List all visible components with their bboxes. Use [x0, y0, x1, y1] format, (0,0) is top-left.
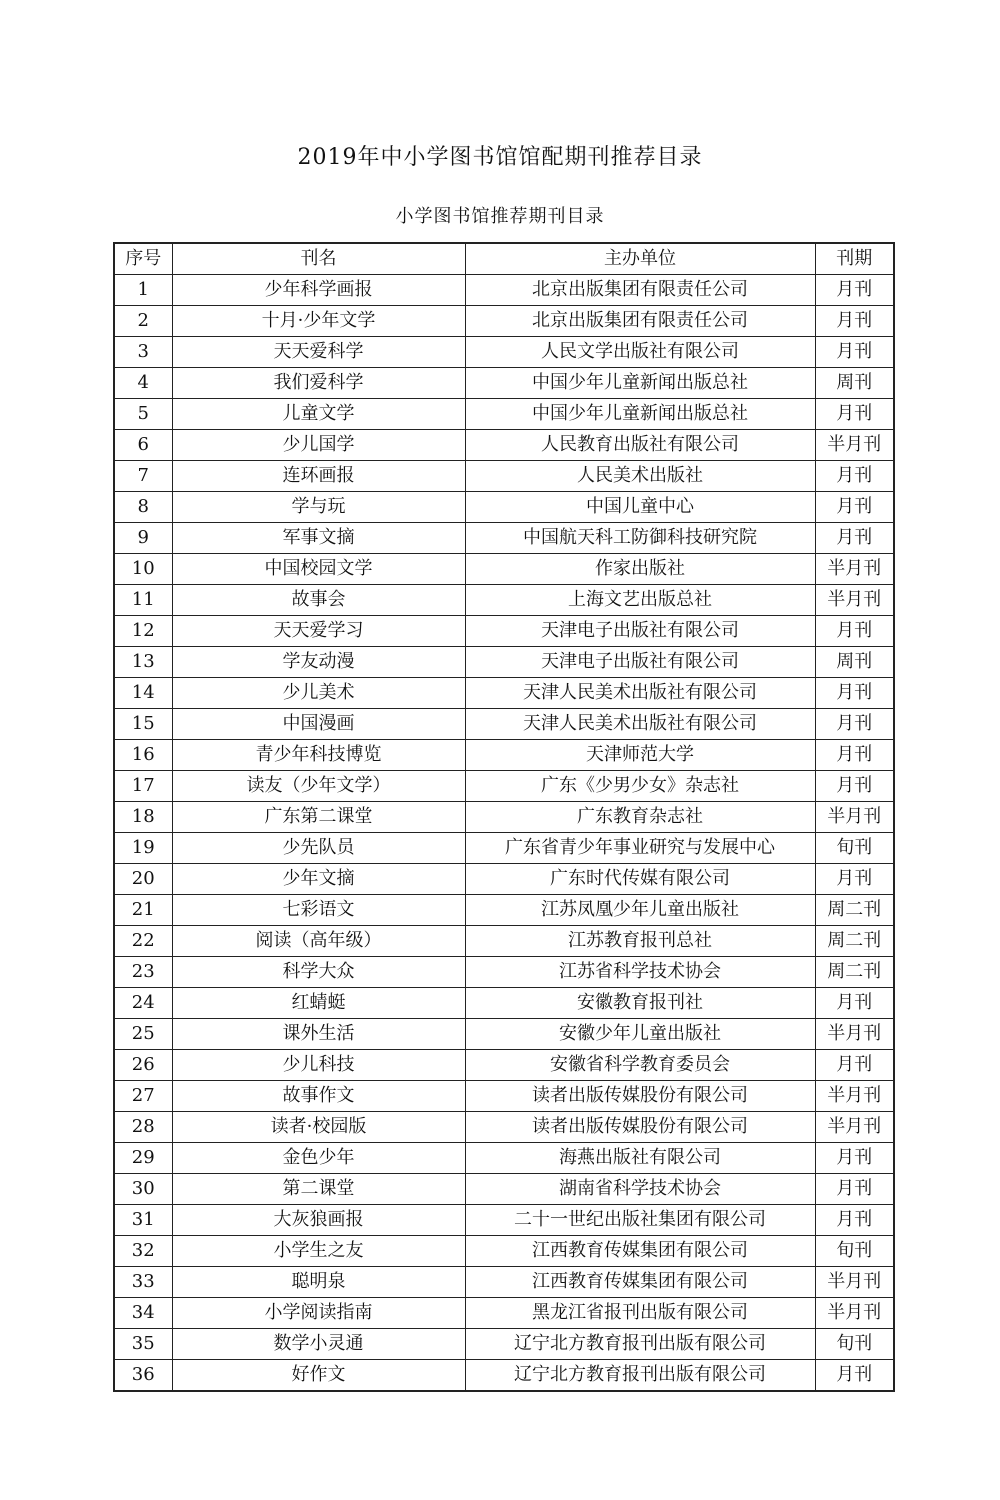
cell-frequency: 月刊 [815, 337, 894, 368]
cell-periodical-name: 读友（少年文学） [172, 771, 465, 802]
cell-serial-number: 5 [114, 399, 172, 430]
table-row [114, 1360, 894, 1392]
table-row [114, 368, 894, 399]
cell-publisher: 黑龙江省报刊出版有限公司 [465, 1298, 815, 1329]
cell-serial-number: 11 [114, 585, 172, 616]
header-serial-number: 序号 [114, 243, 172, 275]
table-row [114, 895, 894, 926]
cell-publisher: 中国航天科工防御科技研究院 [465, 523, 815, 554]
cell-publisher: 辽宁北方教育报刊出版有限公司 [465, 1329, 815, 1360]
table-row [114, 554, 894, 585]
cell-frequency: 月刊 [815, 616, 894, 647]
cell-frequency: 月刊 [815, 864, 894, 895]
cell-publisher: 安徽省科学教育委员会 [465, 1050, 815, 1081]
cell-periodical-name: 小学阅读指南 [172, 1298, 465, 1329]
cell-frequency: 半月刊 [815, 1298, 894, 1329]
cell-publisher: 读者出版传媒股份有限公司 [465, 1112, 815, 1143]
cell-publisher: 江西教育传媒集团有限公司 [465, 1267, 815, 1298]
cell-frequency: 旬刊 [815, 1329, 894, 1360]
table-row [114, 647, 894, 678]
table-row [114, 1081, 894, 1112]
table-row [114, 1236, 894, 1267]
table-row [114, 616, 894, 647]
cell-serial-number: 10 [114, 554, 172, 585]
cell-serial-number: 13 [114, 647, 172, 678]
cell-frequency: 旬刊 [815, 1236, 894, 1267]
cell-publisher: 天津人民美术出版社有限公司 [465, 709, 815, 740]
cell-periodical-name: 少年文摘 [172, 864, 465, 895]
cell-serial-number: 3 [114, 337, 172, 368]
cell-frequency: 半月刊 [815, 1112, 894, 1143]
cell-frequency: 半月刊 [815, 802, 894, 833]
table-row [114, 709, 894, 740]
cell-periodical-name: 学与玩 [172, 492, 465, 523]
cell-serial-number: 22 [114, 926, 172, 957]
table-row [114, 1329, 894, 1360]
cell-periodical-name: 天天爱学习 [172, 616, 465, 647]
cell-periodical-name: 儿童文学 [172, 399, 465, 430]
cell-frequency: 半月刊 [815, 1081, 894, 1112]
cell-serial-number: 29 [114, 1143, 172, 1174]
cell-frequency: 周二刊 [815, 926, 894, 957]
cell-periodical-name: 小学生之友 [172, 1236, 465, 1267]
cell-serial-number: 34 [114, 1298, 172, 1329]
table-row [114, 1205, 894, 1236]
cell-publisher: 人民文学出版社有限公司 [465, 337, 815, 368]
cell-serial-number: 27 [114, 1081, 172, 1112]
table-subtitle: 小学图书馆推荐期刊目录 [395, 206, 605, 227]
cell-frequency: 月刊 [815, 1360, 894, 1392]
table-row [114, 492, 894, 523]
cell-publisher: 中国少年儿童新闻出版总社 [465, 399, 815, 430]
cell-serial-number: 33 [114, 1267, 172, 1298]
cell-serial-number: 15 [114, 709, 172, 740]
table-row [114, 399, 894, 430]
cell-frequency: 月刊 [815, 1050, 894, 1081]
cell-serial-number: 8 [114, 492, 172, 523]
header-periodical-name: 刊名 [172, 243, 465, 275]
cell-serial-number: 2 [114, 306, 172, 337]
cell-periodical-name: 十月·少年文学 [172, 306, 465, 337]
cell-publisher: 江苏省科学技术协会 [465, 957, 815, 988]
cell-periodical-name: 少年科学画报 [172, 275, 465, 306]
cell-serial-number: 28 [114, 1112, 172, 1143]
cell-periodical-name: 中国漫画 [172, 709, 465, 740]
table-row [114, 1298, 894, 1329]
cell-publisher: 中国儿童中心 [465, 492, 815, 523]
table-row [114, 926, 894, 957]
cell-serial-number: 7 [114, 461, 172, 492]
cell-publisher: 广东教育杂志社 [465, 802, 815, 833]
cell-publisher: 湖南省科学技术协会 [465, 1174, 815, 1205]
cell-publisher: 江苏凤凰少年儿童出版社 [465, 895, 815, 926]
cell-serial-number: 4 [114, 368, 172, 399]
table-row [114, 957, 894, 988]
cell-frequency: 月刊 [815, 275, 894, 306]
cell-serial-number: 31 [114, 1205, 172, 1236]
cell-periodical-name: 故事作文 [172, 1081, 465, 1112]
table-row [114, 1019, 894, 1050]
cell-serial-number: 9 [114, 523, 172, 554]
cell-publisher: 安徽少年儿童出版社 [465, 1019, 815, 1050]
cell-frequency: 周刊 [815, 368, 894, 399]
cell-publisher: 读者出版传媒股份有限公司 [465, 1081, 815, 1112]
cell-periodical-name: 天天爱科学 [172, 337, 465, 368]
table-row [114, 988, 894, 1019]
cell-periodical-name: 故事会 [172, 585, 465, 616]
cell-frequency: 月刊 [815, 1174, 894, 1205]
table-row [114, 275, 894, 306]
cell-serial-number: 24 [114, 988, 172, 1019]
cell-periodical-name: 军事文摘 [172, 523, 465, 554]
table-row [114, 1174, 894, 1205]
table-row [114, 306, 894, 337]
table-row [114, 678, 894, 709]
cell-frequency: 半月刊 [815, 554, 894, 585]
cell-serial-number: 12 [114, 616, 172, 647]
table-row [114, 585, 894, 616]
cell-periodical-name: 大灰狼画报 [172, 1205, 465, 1236]
cell-serial-number: 14 [114, 678, 172, 709]
cell-serial-number: 32 [114, 1236, 172, 1267]
cell-publisher: 安徽教育报刊社 [465, 988, 815, 1019]
cell-serial-number: 18 [114, 802, 172, 833]
table-body [114, 275, 894, 1392]
cell-serial-number: 6 [114, 430, 172, 461]
cell-periodical-name: 第二课堂 [172, 1174, 465, 1205]
cell-publisher: 北京出版集团有限责任公司 [465, 306, 815, 337]
cell-frequency: 月刊 [815, 709, 894, 740]
cell-periodical-name: 数学小灵通 [172, 1329, 465, 1360]
cell-serial-number: 1 [114, 275, 172, 306]
cell-frequency: 月刊 [815, 678, 894, 709]
cell-frequency: 周二刊 [815, 895, 894, 926]
cell-periodical-name: 青少年科技博览 [172, 740, 465, 771]
cell-periodical-name: 科学大众 [172, 957, 465, 988]
cell-publisher: 广东《少男少女》杂志社 [465, 771, 815, 802]
cell-publisher: 海燕出版社有限公司 [465, 1143, 815, 1174]
cell-frequency: 周二刊 [815, 957, 894, 988]
cell-frequency: 月刊 [815, 1143, 894, 1174]
cell-periodical-name: 少先队员 [172, 833, 465, 864]
table-row [114, 430, 894, 461]
cell-periodical-name: 少儿科技 [172, 1050, 465, 1081]
cell-publisher: 天津师范大学 [465, 740, 815, 771]
cell-serial-number: 25 [114, 1019, 172, 1050]
cell-frequency: 半月刊 [815, 585, 894, 616]
cell-frequency: 月刊 [815, 771, 894, 802]
cell-publisher: 江西教育传媒集团有限公司 [465, 1236, 815, 1267]
cell-periodical-name: 课外生活 [172, 1019, 465, 1050]
table-row [114, 1050, 894, 1081]
cell-serial-number: 21 [114, 895, 172, 926]
table-row [114, 740, 894, 771]
cell-serial-number: 19 [114, 833, 172, 864]
cell-serial-number: 20 [114, 864, 172, 895]
cell-serial-number: 23 [114, 957, 172, 988]
cell-periodical-name: 金色少年 [172, 1143, 465, 1174]
table-row [114, 1267, 894, 1298]
table-row [114, 1143, 894, 1174]
cell-publisher: 广东省青少年事业研究与发展中心 [465, 833, 815, 864]
cell-periodical-name: 阅读（高年级） [172, 926, 465, 957]
cell-periodical-name: 少儿美术 [172, 678, 465, 709]
cell-publisher: 北京出版集团有限责任公司 [465, 275, 815, 306]
cell-publisher: 人民教育出版社有限公司 [465, 430, 815, 461]
cell-periodical-name: 红蜻蜓 [172, 988, 465, 1019]
cell-publisher: 中国少年儿童新闻出版总社 [465, 368, 815, 399]
cell-frequency: 周刊 [815, 647, 894, 678]
cell-periodical-name: 中国校园文学 [172, 554, 465, 585]
cell-publisher: 江苏教育报刊总社 [465, 926, 815, 957]
cell-periodical-name: 读者·校园版 [172, 1112, 465, 1143]
periodical-table [113, 242, 895, 1392]
cell-periodical-name: 广东第二课堂 [172, 802, 465, 833]
table-row [114, 833, 894, 864]
table-row [114, 1112, 894, 1143]
cell-serial-number: 35 [114, 1329, 172, 1360]
cell-frequency: 月刊 [815, 1205, 894, 1236]
cell-publisher: 二十一世纪出版社集团有限公司 [465, 1205, 815, 1236]
table-row [114, 461, 894, 492]
cell-frequency: 半月刊 [815, 1019, 894, 1050]
cell-frequency: 旬刊 [815, 833, 894, 864]
cell-publisher: 天津人民美术出版社有限公司 [465, 678, 815, 709]
header-publisher: 主办单位 [465, 243, 815, 275]
header-frequency: 刊期 [815, 243, 894, 275]
cell-periodical-name: 聪明泉 [172, 1267, 465, 1298]
table-row [114, 802, 894, 833]
cell-frequency: 月刊 [815, 988, 894, 1019]
cell-frequency: 月刊 [815, 399, 894, 430]
table-row [114, 771, 894, 802]
table-row [114, 864, 894, 895]
cell-frequency: 月刊 [815, 306, 894, 337]
cell-frequency: 半月刊 [815, 1267, 894, 1298]
cell-periodical-name: 我们爱科学 [172, 368, 465, 399]
cell-frequency: 月刊 [815, 523, 894, 554]
page-title: 2019年中小学图书馆馆配期刊推荐目录 [297, 145, 703, 170]
cell-serial-number: 36 [114, 1360, 172, 1392]
cell-publisher: 作家出版社 [465, 554, 815, 585]
cell-periodical-name: 学友动漫 [172, 647, 465, 678]
cell-periodical-name: 好作文 [172, 1360, 465, 1392]
cell-periodical-name: 七彩语文 [172, 895, 465, 926]
cell-publisher: 辽宁北方教育报刊出版有限公司 [465, 1360, 815, 1392]
cell-frequency: 月刊 [815, 461, 894, 492]
cell-publisher: 广东时代传媒有限公司 [465, 864, 815, 895]
cell-publisher: 人民美术出版社 [465, 461, 815, 492]
cell-serial-number: 30 [114, 1174, 172, 1205]
cell-serial-number: 16 [114, 740, 172, 771]
cell-periodical-name: 少儿国学 [172, 430, 465, 461]
cell-frequency: 半月刊 [815, 430, 894, 461]
cell-publisher: 天津电子出版社有限公司 [465, 616, 815, 647]
cell-serial-number: 26 [114, 1050, 172, 1081]
table-header-row [114, 243, 894, 275]
cell-frequency: 月刊 [815, 740, 894, 771]
table-row [114, 523, 894, 554]
cell-publisher: 上海文艺出版总社 [465, 585, 815, 616]
cell-publisher: 天津电子出版社有限公司 [465, 647, 815, 678]
cell-frequency: 月刊 [815, 492, 894, 523]
table-row [114, 337, 894, 368]
cell-periodical-name: 连环画报 [172, 461, 465, 492]
cell-serial-number: 17 [114, 771, 172, 802]
